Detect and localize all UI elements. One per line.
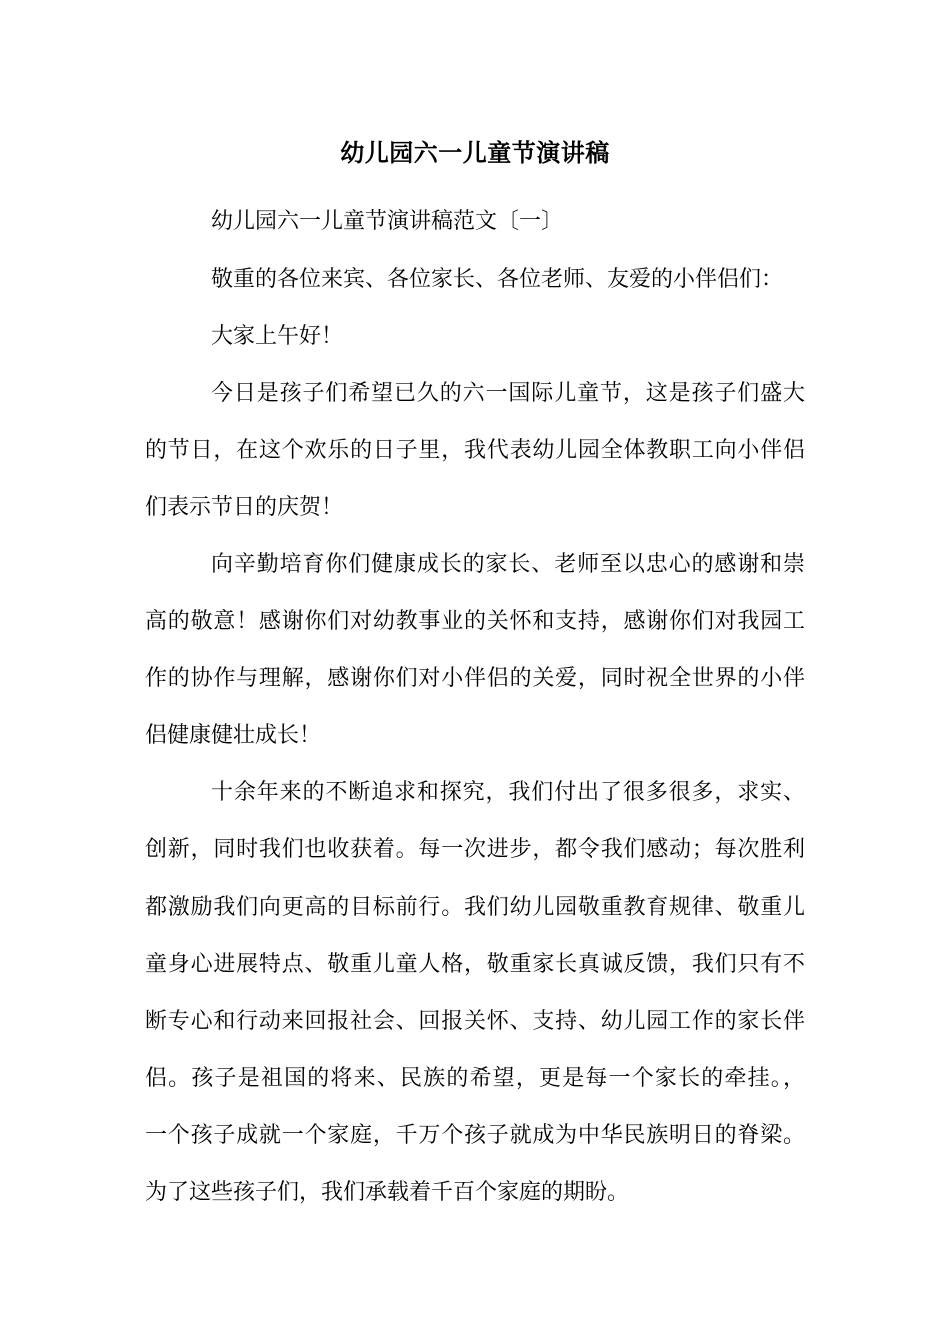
paragraph-3-line-1: 十余年来的不断追求和探究，我们付出了很多很多，求实、 (211, 780, 805, 805)
paragraph-2-line-4: 侣健康健壮成长！ (145, 723, 322, 748)
paragraph-2-line-2: 高的敬意！感谢你们对幼教事业的关怀和支持，感谢你们对我园工 (145, 609, 805, 634)
document-subtitle: 幼儿园六一儿童节演讲稿范文〔一〕 (211, 209, 564, 234)
paragraph-3-line-4: 童身心进展特点、敬重儿童人格，敬重家长真诚反馈，我们只有不 (145, 952, 805, 977)
greeting-line: 敬重的各位来宾、各位家长、各位老师、友爱的小伴侣们： (211, 267, 784, 292)
paragraph-2-line-3: 作的协作与理解，感谢你们对小伴侣的关爱，同时祝全世界的小伴 (145, 666, 805, 691)
paragraph-2-line-1: 向辛勤培育你们健康成长的家长、老师至以忠心的感谢和崇 (211, 552, 805, 577)
paragraph-3-line-5: 断专心和行动来回报社会、回报关怀、支持、幼儿园工作的家长伴 (145, 1009, 805, 1034)
paragraph-3-line-7: 一个孩子成就一个家庭，千万个孩子就成为中华民族明日的脊梁。 (145, 1123, 805, 1148)
paragraph-3-line-8: 为了这些孩子们，我们承载着千百个家庭的期盼。 (145, 1180, 630, 1205)
salutation-line: 大家上午好！ (211, 324, 344, 349)
paragraph-1-line-3: 们表示节日的庆贺！ (145, 495, 344, 520)
paragraph-1-line-2: 的节日，在这个欢乐的日子里，我代表幼儿园全体教职工向小伴侣 (145, 438, 805, 463)
paragraph-3-line-2: 创新，同时我们也收获着。每一次进步，都令我们感动；每次胜利 (145, 837, 805, 862)
document-title: 幼儿园六一儿童节演讲稿 (340, 138, 610, 167)
paragraph-3-line-3: 都激励我们向更高的目标前行。我们幼儿园敬重教育规律、敬重儿 (145, 895, 805, 920)
paragraph-1-line-1: 今日是孩子们希望已久的六一国际儿童节，这是孩子们盛大 (211, 381, 805, 406)
paragraph-3-line-6: 侣。孩子是祖国的将来、民族的希望，更是每一个家长的牵挂。， (145, 1066, 805, 1091)
